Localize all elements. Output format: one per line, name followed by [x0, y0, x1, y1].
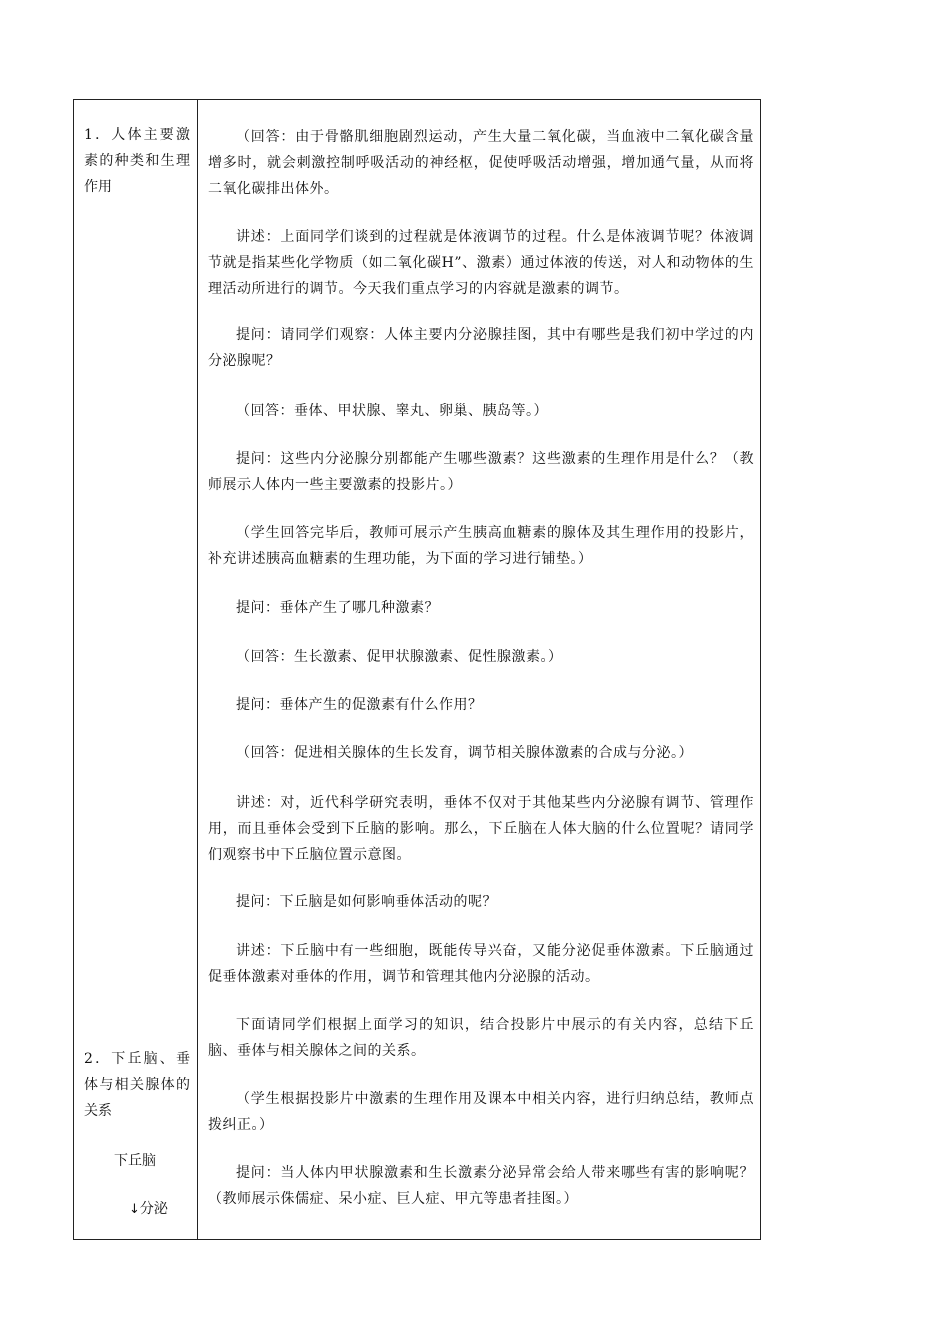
lesson-table [73, 99, 761, 1240]
paragraph: 下面请同学们根据上面学习的知识，结合投影片中展示的有关内容，总结下丘脑、垂体与相关腺体之间的关系。 [208, 1017, 754, 1059]
paragraph: 提问：下丘脑是如何影响垂体活动的呢？ [236, 894, 497, 910]
paragraph: （学生根据投影片中激素的生理作用及课本中相关内容，进行归纳总结，教师点拨纠正。） [208, 1091, 754, 1133]
topic-hormone-types: 1．人体主要激素的种类和生理作用 [84, 127, 190, 195]
paragraph: 提问：请同学们观察：人体主要内分泌腺挂图，其中有哪些是我们初中学过的内分泌腺呢？ [208, 327, 754, 369]
column-divider [197, 100, 198, 1239]
paragraph: （回答：垂体、甲状腺、睾丸、卵巢、胰岛等。） [236, 403, 548, 419]
paragraph: （回答：生长激素、促甲状腺激素、促性腺激素。） [236, 649, 563, 665]
topic-column [74, 100, 196, 1239]
content-column [200, 100, 756, 1239]
paragraph: （回答：由于骨骼肌细胞剧烈运动，产生大量二氧化碳，当血液中二氧化碳含量增多时，就会刺激控制呼吸活动的神经枢，促使呼吸活动增强，增加通气量，从而将二氧化碳排出体外。 [208, 129, 754, 197]
paragraph: 提问：垂体产生的促激素有什么作用？ [236, 697, 483, 713]
flow-hypothalamus-label: 下丘脑 [114, 1153, 156, 1169]
paragraph: （回答：促进相关腺体的生长发育，调节相关腺体激素的合成与分泌。） [236, 745, 693, 761]
paragraph: （学生回答完毕后，教师可展示产生胰高血糖素的腺体及其生理作用的投影片，补充讲述胰高血糖素的生理功能，为下面的学习进行铺垫。） [208, 525, 754, 567]
down-arrow-icon: ↓ [129, 1202, 140, 1217]
paragraph: 讲述：对，近代科学研究表明，垂体不仅对于其他某些内分泌腺有调节、管理作用，而且垂体会受到下丘脑的影响。那么，下丘脑在人体大脑的什么位置呢？请同学们观察书中下丘脑位置示意图。 [208, 795, 754, 863]
paragraph: 提问：垂体产生了哪几种激素？ [236, 600, 439, 616]
paragraph: 提问：这些内分泌腺分别都能产生哪些激素？这些激素的生理作用是什么？（教师展示人体内一些主要激素的投影片。） [208, 451, 754, 493]
paragraph: 提问：当人体内甲状腺激素和生长激素分泌异常会给人带来哪些有害的影响呢？（教师展示侏儒症、呆小症、巨人症、甲亢等患者挂图。） [208, 1165, 754, 1207]
paragraph: 讲述：上面同学们谈到的过程就是体液调节的过程。什么是体液调节呢？体液调节就是指某些化学物质（如二氧化碳H”、激素）通过体液的传送，对人和动物体的生理活动所进行的调节。今天我们重点学习的内容就是激素的调节。 [208, 229, 754, 297]
flow-secretion [129, 1196, 168, 1223]
flow-secretion-label: 分泌 [139, 1201, 168, 1217]
topic-hypothalamus-relation: 2．下丘脑、垂体与相关腺体的关系 [84, 1051, 190, 1119]
paragraph: 讲述：下丘脑中有一些细胞，既能传导兴奋，又能分泌促垂体激素。下丘脑通过促垂体激素对垂体的作用，调节和管理其他内分泌腺的活动。 [208, 943, 754, 985]
